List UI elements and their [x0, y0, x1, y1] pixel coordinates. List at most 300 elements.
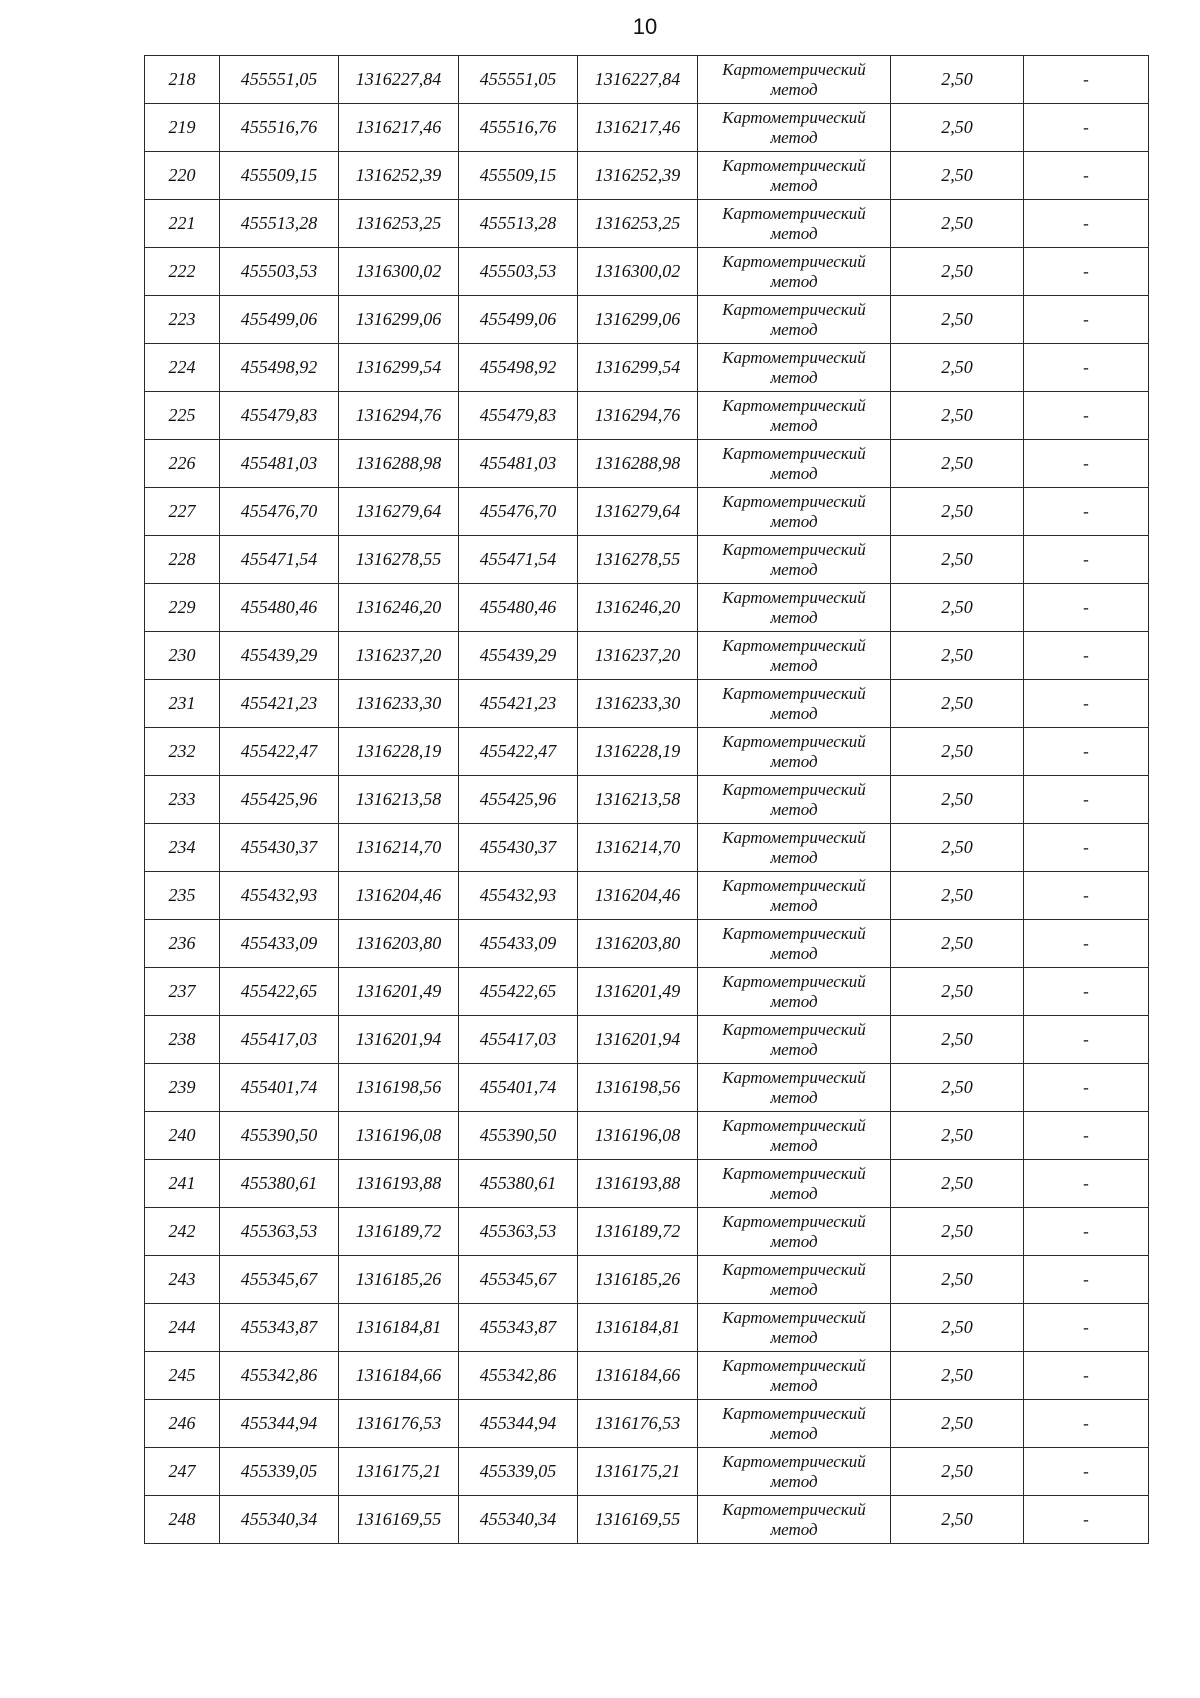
x-refined-cell: 455551,05: [459, 56, 578, 104]
method-line-1: Картометрический: [722, 827, 866, 847]
point-number-cell: 242: [145, 1208, 220, 1256]
note-cell: -: [1024, 1304, 1149, 1352]
accuracy-cell: 2,50: [891, 440, 1024, 488]
method-line-2: метод: [770, 79, 818, 99]
x-refined-cell: 455509,15: [459, 152, 578, 200]
x-existing-cell: 455513,28: [220, 200, 339, 248]
y-existing-cell: 1316288,98: [339, 440, 459, 488]
y-refined-cell: 1316213,58: [578, 776, 698, 824]
accuracy-cell: 2,50: [891, 1304, 1024, 1352]
x-refined-cell: 455480,46: [459, 584, 578, 632]
method-cell: [698, 200, 891, 248]
point-number-cell: 229: [145, 584, 220, 632]
table-row: [145, 1160, 1149, 1208]
y-existing-cell: 1316300,02: [339, 248, 459, 296]
x-existing-cell: 455432,93: [220, 872, 339, 920]
accuracy-cell: 2,50: [891, 536, 1024, 584]
x-refined-cell: 455417,03: [459, 1016, 578, 1064]
point-number-cell: 243: [145, 1256, 220, 1304]
point-number-cell: 231: [145, 680, 220, 728]
method-line-2: метод: [770, 1327, 818, 1347]
table-row: [145, 392, 1149, 440]
note-cell: -: [1024, 1160, 1149, 1208]
point-number-cell: 223: [145, 296, 220, 344]
x-refined-cell: 455498,92: [459, 344, 578, 392]
y-existing-cell: 1316201,94: [339, 1016, 459, 1064]
table-row: [145, 776, 1149, 824]
y-existing-cell: 1316203,80: [339, 920, 459, 968]
point-number-cell: 245: [145, 1352, 220, 1400]
point-number-cell: 232: [145, 728, 220, 776]
method-line-2: метод: [770, 847, 818, 867]
method-line-2: метод: [770, 991, 818, 1011]
method-cell: [698, 1304, 891, 1352]
point-number-cell: 241: [145, 1160, 220, 1208]
x-refined-cell: 455432,93: [459, 872, 578, 920]
table-row: [145, 584, 1149, 632]
y-existing-cell: 1316227,84: [339, 56, 459, 104]
method-line-1: Картометрический: [722, 1403, 866, 1423]
y-refined-cell: 1316299,06: [578, 296, 698, 344]
y-existing-cell: 1316198,56: [339, 1064, 459, 1112]
method-line-1: Картометрический: [722, 731, 866, 751]
table-row: [145, 1256, 1149, 1304]
method-cell: [698, 1112, 891, 1160]
method-line-2: метод: [770, 1087, 818, 1107]
x-refined-cell: 455345,67: [459, 1256, 578, 1304]
accuracy-cell: 2,50: [891, 1160, 1024, 1208]
y-existing-cell: 1316294,76: [339, 392, 459, 440]
accuracy-cell: 2,50: [891, 1016, 1024, 1064]
y-existing-cell: 1316189,72: [339, 1208, 459, 1256]
point-number-cell: 227: [145, 488, 220, 536]
note-cell: -: [1024, 1064, 1149, 1112]
y-refined-cell: 1316201,94: [578, 1016, 698, 1064]
note-cell: -: [1024, 1496, 1149, 1544]
x-refined-cell: 455363,53: [459, 1208, 578, 1256]
x-existing-cell: 455343,87: [220, 1304, 339, 1352]
y-existing-cell: 1316204,46: [339, 872, 459, 920]
coordinates-table: [144, 55, 1149, 1544]
method-line-1: Картометрический: [722, 635, 866, 655]
x-existing-cell: 455479,83: [220, 392, 339, 440]
x-existing-cell: 455433,09: [220, 920, 339, 968]
method-cell: [698, 920, 891, 968]
x-refined-cell: 455479,83: [459, 392, 578, 440]
y-refined-cell: 1316294,76: [578, 392, 698, 440]
x-refined-cell: 455516,76: [459, 104, 578, 152]
y-refined-cell: 1316204,46: [578, 872, 698, 920]
note-cell: -: [1024, 536, 1149, 584]
method-line-2: метод: [770, 655, 818, 675]
method-line-1: Картометрический: [722, 347, 866, 367]
y-refined-cell: 1316237,20: [578, 632, 698, 680]
x-existing-cell: 455471,54: [220, 536, 339, 584]
method-cell: [698, 872, 891, 920]
x-refined-cell: 455422,65: [459, 968, 578, 1016]
method-line-1: Картометрический: [722, 1355, 866, 1375]
method-cell: [698, 296, 891, 344]
note-cell: -: [1024, 248, 1149, 296]
method-line-2: метод: [770, 1183, 818, 1203]
x-refined-cell: 455513,28: [459, 200, 578, 248]
method-line-1: Картометрический: [722, 251, 866, 271]
table-row: [145, 536, 1149, 584]
y-refined-cell: 1316288,98: [578, 440, 698, 488]
x-refined-cell: 455430,37: [459, 824, 578, 872]
point-number-cell: 248: [145, 1496, 220, 1544]
method-line-1: Картометрический: [722, 683, 866, 703]
accuracy-cell: 2,50: [891, 1208, 1024, 1256]
accuracy-cell: 2,50: [891, 344, 1024, 392]
method-line-2: метод: [770, 607, 818, 627]
accuracy-cell: 2,50: [891, 968, 1024, 1016]
table-row: [145, 296, 1149, 344]
table-row: [145, 824, 1149, 872]
x-existing-cell: 455499,06: [220, 296, 339, 344]
method-line-2: метод: [770, 559, 818, 579]
table-row: [145, 1112, 1149, 1160]
point-number-cell: 238: [145, 1016, 220, 1064]
method-line-2: метод: [770, 1135, 818, 1155]
table-row: [145, 1304, 1149, 1352]
x-existing-cell: 455344,94: [220, 1400, 339, 1448]
x-existing-cell: 455340,34: [220, 1496, 339, 1544]
x-refined-cell: 455476,70: [459, 488, 578, 536]
y-refined-cell: 1316184,66: [578, 1352, 698, 1400]
accuracy-cell: 2,50: [891, 872, 1024, 920]
method-line-2: метод: [770, 127, 818, 147]
method-cell: [698, 152, 891, 200]
page-number: 10: [632, 14, 658, 39]
accuracy-cell: 2,50: [891, 248, 1024, 296]
y-refined-cell: 1316233,30: [578, 680, 698, 728]
method-cell: [698, 1496, 891, 1544]
y-existing-cell: 1316184,81: [339, 1304, 459, 1352]
x-refined-cell: 455380,61: [459, 1160, 578, 1208]
accuracy-cell: 2,50: [891, 488, 1024, 536]
x-existing-cell: 455345,67: [220, 1256, 339, 1304]
y-existing-cell: 1316228,19: [339, 728, 459, 776]
point-number-cell: 228: [145, 536, 220, 584]
x-refined-cell: 455422,47: [459, 728, 578, 776]
y-refined-cell: 1316175,21: [578, 1448, 698, 1496]
y-existing-cell: 1316233,30: [339, 680, 459, 728]
method-line-2: метод: [770, 511, 818, 531]
accuracy-cell: 2,50: [891, 1256, 1024, 1304]
accuracy-cell: 2,50: [891, 200, 1024, 248]
table-row: [145, 872, 1149, 920]
method-cell: [698, 728, 891, 776]
method-cell: [698, 1160, 891, 1208]
table-row: [145, 1352, 1149, 1400]
note-cell: -: [1024, 1256, 1149, 1304]
note-cell: -: [1024, 488, 1149, 536]
y-refined-cell: 1316246,20: [578, 584, 698, 632]
note-cell: -: [1024, 680, 1149, 728]
note-cell: -: [1024, 344, 1149, 392]
x-existing-cell: 455339,05: [220, 1448, 339, 1496]
x-refined-cell: 455471,54: [459, 536, 578, 584]
x-existing-cell: 455509,15: [220, 152, 339, 200]
y-existing-cell: 1316299,06: [339, 296, 459, 344]
method-cell: [698, 344, 891, 392]
y-refined-cell: 1316189,72: [578, 1208, 698, 1256]
y-existing-cell: 1316253,25: [339, 200, 459, 248]
x-refined-cell: 455401,74: [459, 1064, 578, 1112]
point-number-cell: 235: [145, 872, 220, 920]
y-refined-cell: 1316227,84: [578, 56, 698, 104]
accuracy-cell: 2,50: [891, 56, 1024, 104]
point-number-cell: 237: [145, 968, 220, 1016]
note-cell: -: [1024, 152, 1149, 200]
method-line-2: метод: [770, 367, 818, 387]
accuracy-cell: 2,50: [891, 104, 1024, 152]
table-row: [145, 104, 1149, 152]
note-cell: -: [1024, 1208, 1149, 1256]
method-line-2: метод: [770, 1375, 818, 1395]
method-line-1: Картометрический: [722, 779, 866, 799]
y-existing-cell: 1316176,53: [339, 1400, 459, 1448]
method-line-2: метод: [770, 223, 818, 243]
y-existing-cell: 1316201,49: [339, 968, 459, 1016]
note-cell: -: [1024, 632, 1149, 680]
y-existing-cell: 1316279,64: [339, 488, 459, 536]
table-row: [145, 728, 1149, 776]
method-line-1: Картометрический: [722, 1019, 866, 1039]
note-cell: -: [1024, 1352, 1149, 1400]
method-line-1: Картометрический: [722, 587, 866, 607]
x-refined-cell: 455503,53: [459, 248, 578, 296]
table-row: [145, 632, 1149, 680]
method-cell: [698, 1016, 891, 1064]
note-cell: -: [1024, 920, 1149, 968]
y-existing-cell: 1316278,55: [339, 536, 459, 584]
y-existing-cell: 1316252,39: [339, 152, 459, 200]
method-line-2: метод: [770, 703, 818, 723]
method-line-2: метод: [770, 943, 818, 963]
method-line-1: Картометрический: [722, 1067, 866, 1087]
method-cell: [698, 536, 891, 584]
x-refined-cell: 455339,05: [459, 1448, 578, 1496]
method-cell: [698, 584, 891, 632]
note-cell: -: [1024, 824, 1149, 872]
method-line-2: метод: [770, 1519, 818, 1539]
y-existing-cell: 1316237,20: [339, 632, 459, 680]
y-refined-cell: 1316278,55: [578, 536, 698, 584]
x-refined-cell: 455439,29: [459, 632, 578, 680]
table-row: [145, 440, 1149, 488]
point-number-cell: 226: [145, 440, 220, 488]
table-row: [145, 1448, 1149, 1496]
x-existing-cell: 455498,92: [220, 344, 339, 392]
x-existing-cell: 455380,61: [220, 1160, 339, 1208]
table-row: [145, 344, 1149, 392]
method-line-1: Картометрический: [722, 107, 866, 127]
accuracy-cell: 2,50: [891, 1352, 1024, 1400]
method-line-2: метод: [770, 271, 818, 291]
point-number-cell: 221: [145, 200, 220, 248]
method-cell: [698, 1352, 891, 1400]
table-body: [145, 56, 1149, 1544]
note-cell: -: [1024, 968, 1149, 1016]
x-refined-cell: 455344,94: [459, 1400, 578, 1448]
y-existing-cell: 1316246,20: [339, 584, 459, 632]
x-existing-cell: 455439,29: [220, 632, 339, 680]
note-cell: -: [1024, 104, 1149, 152]
method-line-2: метод: [770, 319, 818, 339]
x-refined-cell: 455390,50: [459, 1112, 578, 1160]
y-existing-cell: 1316196,08: [339, 1112, 459, 1160]
y-refined-cell: 1316300,02: [578, 248, 698, 296]
accuracy-cell: 2,50: [891, 584, 1024, 632]
method-cell: [698, 680, 891, 728]
method-line-2: метод: [770, 1279, 818, 1299]
table-row: [145, 1016, 1149, 1064]
method-line-1: Картометрический: [722, 923, 866, 943]
point-number-cell: 246: [145, 1400, 220, 1448]
y-refined-cell: 1316198,56: [578, 1064, 698, 1112]
y-existing-cell: 1316214,70: [339, 824, 459, 872]
note-cell: -: [1024, 1400, 1149, 1448]
accuracy-cell: 2,50: [891, 392, 1024, 440]
note-cell: -: [1024, 296, 1149, 344]
method-cell: [698, 824, 891, 872]
x-existing-cell: 455516,76: [220, 104, 339, 152]
x-existing-cell: 455401,74: [220, 1064, 339, 1112]
note-cell: -: [1024, 776, 1149, 824]
y-existing-cell: 1316217,46: [339, 104, 459, 152]
point-number-cell: 220: [145, 152, 220, 200]
method-line-2: метод: [770, 415, 818, 435]
method-line-2: метод: [770, 895, 818, 915]
table-row: [145, 488, 1149, 536]
accuracy-cell: 2,50: [891, 1496, 1024, 1544]
y-refined-cell: 1316299,54: [578, 344, 698, 392]
table-row: [145, 1400, 1149, 1448]
method-line-2: метод: [770, 751, 818, 771]
method-cell: [698, 1256, 891, 1304]
note-cell: -: [1024, 1448, 1149, 1496]
accuracy-cell: 2,50: [891, 1064, 1024, 1112]
y-refined-cell: 1316176,53: [578, 1400, 698, 1448]
x-existing-cell: 455425,96: [220, 776, 339, 824]
x-refined-cell: 455425,96: [459, 776, 578, 824]
method-line-1: Картометрический: [722, 539, 866, 559]
point-number-cell: 234: [145, 824, 220, 872]
point-number-cell: 224: [145, 344, 220, 392]
method-line-2: метод: [770, 1231, 818, 1251]
x-refined-cell: 455433,09: [459, 920, 578, 968]
y-refined-cell: 1316214,70: [578, 824, 698, 872]
table-row: [145, 1064, 1149, 1112]
x-existing-cell: 455422,65: [220, 968, 339, 1016]
point-number-cell: 225: [145, 392, 220, 440]
method-line-1: Картометрический: [722, 203, 866, 223]
table-row: [145, 680, 1149, 728]
table-row: [145, 1208, 1149, 1256]
y-refined-cell: 1316196,08: [578, 1112, 698, 1160]
note-cell: -: [1024, 56, 1149, 104]
accuracy-cell: 2,50: [891, 1112, 1024, 1160]
table-row: [145, 200, 1149, 248]
method-line-1: Картометрический: [722, 1115, 866, 1135]
method-line-1: Картометрический: [722, 1499, 866, 1519]
method-line-1: Картометрический: [722, 395, 866, 415]
method-line-1: Картометрический: [722, 1163, 866, 1183]
method-line-1: Картометрический: [722, 1451, 866, 1471]
y-refined-cell: 1316185,26: [578, 1256, 698, 1304]
y-existing-cell: 1316213,58: [339, 776, 459, 824]
method-line-2: метод: [770, 1471, 818, 1491]
x-refined-cell: 455421,23: [459, 680, 578, 728]
accuracy-cell: 2,50: [891, 296, 1024, 344]
table-row: [145, 920, 1149, 968]
point-number-cell: 233: [145, 776, 220, 824]
method-cell: [698, 1448, 891, 1496]
note-cell: -: [1024, 728, 1149, 776]
y-refined-cell: 1316253,25: [578, 200, 698, 248]
accuracy-cell: 2,50: [891, 824, 1024, 872]
method-line-1: Картометрический: [722, 443, 866, 463]
y-refined-cell: 1316201,49: [578, 968, 698, 1016]
x-existing-cell: 455476,70: [220, 488, 339, 536]
method-line-2: метод: [770, 175, 818, 195]
method-line-1: Картометрический: [722, 875, 866, 895]
table-row: [145, 968, 1149, 1016]
point-number-cell: 236: [145, 920, 220, 968]
method-cell: [698, 776, 891, 824]
x-existing-cell: 455551,05: [220, 56, 339, 104]
x-existing-cell: 455422,47: [220, 728, 339, 776]
note-cell: -: [1024, 200, 1149, 248]
accuracy-cell: 2,50: [891, 680, 1024, 728]
y-refined-cell: 1316228,19: [578, 728, 698, 776]
x-refined-cell: 455340,34: [459, 1496, 578, 1544]
table-row: [145, 248, 1149, 296]
point-number-cell: 222: [145, 248, 220, 296]
y-refined-cell: 1316217,46: [578, 104, 698, 152]
table-row: [145, 56, 1149, 104]
method-cell: [698, 632, 891, 680]
note-cell: -: [1024, 1112, 1149, 1160]
accuracy-cell: 2,50: [891, 1448, 1024, 1496]
y-existing-cell: 1316175,21: [339, 1448, 459, 1496]
note-cell: -: [1024, 1016, 1149, 1064]
x-existing-cell: 455481,03: [220, 440, 339, 488]
method-cell: [698, 1064, 891, 1112]
x-existing-cell: 455342,86: [220, 1352, 339, 1400]
table-row: [145, 1496, 1149, 1544]
method-line-1: Картометрический: [722, 1259, 866, 1279]
method-line-1: Картометрический: [722, 971, 866, 991]
x-refined-cell: 455499,06: [459, 296, 578, 344]
x-refined-cell: 455481,03: [459, 440, 578, 488]
point-number-cell: 244: [145, 1304, 220, 1352]
y-refined-cell: 1316252,39: [578, 152, 698, 200]
note-cell: -: [1024, 584, 1149, 632]
method-line-2: метод: [770, 463, 818, 483]
x-refined-cell: 455342,86: [459, 1352, 578, 1400]
method-line-2: метод: [770, 799, 818, 819]
x-existing-cell: 455480,46: [220, 584, 339, 632]
method-line-2: метод: [770, 1039, 818, 1059]
method-line-1: Картометрический: [722, 491, 866, 511]
method-cell: [698, 1208, 891, 1256]
y-existing-cell: 1316299,54: [339, 344, 459, 392]
method-cell: [698, 104, 891, 152]
method-cell: [698, 488, 891, 536]
